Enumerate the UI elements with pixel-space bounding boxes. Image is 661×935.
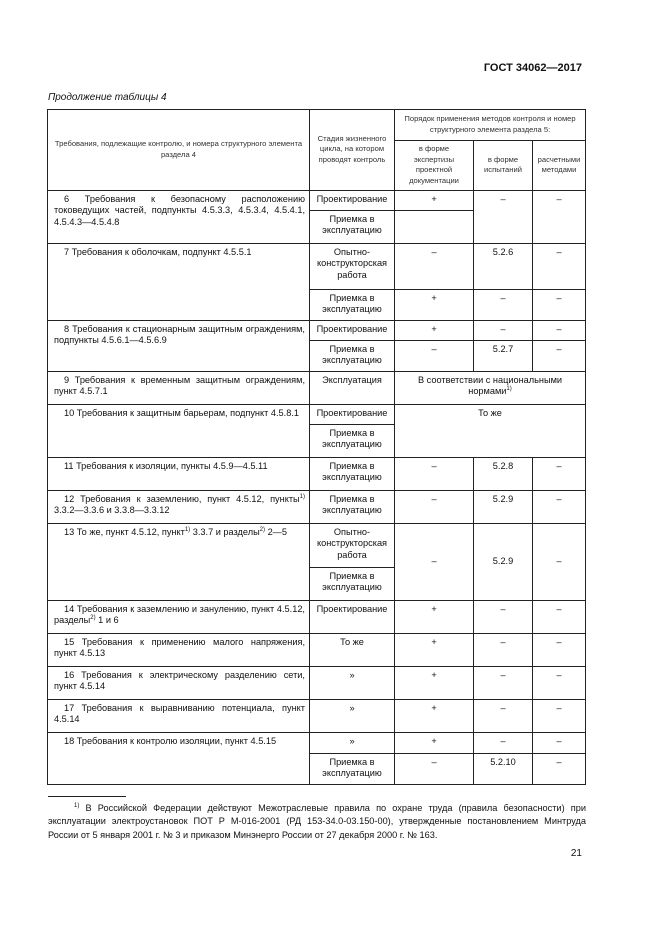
testing-cell: 5.2.8 — [474, 457, 533, 490]
calc-cell: – — [533, 320, 586, 340]
stage-cell: Приемка в эксплуатацию — [310, 457, 395, 490]
table-row — [48, 243, 586, 289]
table-row — [48, 371, 586, 404]
stage-cell: Опытно-конструкторская работа — [310, 243, 395, 289]
header-requirements: Требования, подлежащие контролю, и номера структурного элемента раздела 4 — [48, 110, 310, 191]
calc-cell: – — [533, 732, 586, 753]
requirement-cell: 12 Требования к заземлению, пункт 4.5.12, пункты$^{1)}$ 3.3.2—3.3.6 и 3.3.8—3.3.12 — [48, 490, 310, 523]
expertise-cell: + — [395, 289, 474, 320]
stage-cell: Проектирование — [310, 320, 395, 340]
testing-cell: – — [474, 190, 533, 243]
table-row — [48, 732, 586, 753]
expertise-cell: – — [395, 457, 474, 490]
stage-cell: » — [310, 666, 395, 699]
requirement-cell: 14 Требования к заземлению и занулению, пункт 4.5.12, разделы$^{2)}$ 1 и 6 — [48, 600, 310, 633]
table-row — [48, 666, 586, 699]
expertise-cell: + — [395, 633, 474, 666]
document-id: ГОСТ 34062—2017 — [483, 62, 582, 74]
header-expertise: в форме экспертизы проектной документации — [395, 141, 474, 191]
calc-cell: – — [533, 289, 586, 320]
requirement-cell: 11 Требования к изоляции, пункты 4.5.9—4.5.11 — [48, 457, 310, 490]
footnote-text: В Российской Федерации действуют Межотраслевые правила по охране труда (правила безопасности) при эксплуатации электроустановок ПОТ Р М-016-2001 (РД 153-34.0-03.150-00), утвержденные постановлением Минтруда России от 5 января 2001 г. № 3 и приказом Минэнерго России от 27 декабря 2000 г. № 163. — [48, 803, 586, 840]
calc-cell: – — [533, 243, 586, 289]
footnote — [48, 802, 586, 842]
calc-cell: – — [533, 340, 586, 371]
testing-cell: – — [474, 699, 533, 732]
table-row — [48, 490, 586, 523]
stage-cell: Приемка в эксплуатацию — [310, 753, 395, 784]
requirement-cell: 8 Требования к стационарным защитным ограждениям, подпункты 4.5.6.1—4.5.6.9 — [48, 320, 310, 371]
expertise-cell: + — [395, 666, 474, 699]
calc-cell: – — [533, 523, 586, 600]
expertise-cell: + — [395, 699, 474, 732]
table-row — [48, 190, 586, 210]
requirement-cell: 6 Требования к безопасному расположению токоведущих частей, подпункты 4.5.3.3, 4.5.3.4, 4.5.4.1, 4.5.4.3—4.5.4.8 — [48, 190, 310, 243]
expertise-cell: – — [395, 340, 474, 371]
requirement-cell: 17 Требования к выравниванию потенциала, пункт 4.5.14 — [48, 699, 310, 732]
stage-cell: Приемка в эксплуатацию — [310, 210, 395, 243]
testing-cell: 5.2.9 — [474, 490, 533, 523]
header-methods-group: Порядок применения методов контроля и номер структурного элемента раздела 5: — [395, 110, 586, 141]
stage-cell: Приемка в эксплуатацию — [310, 424, 395, 457]
expertise-cell: + — [395, 732, 474, 753]
testing-cell: – — [474, 320, 533, 340]
merged-methods-cell: В соответствии с национальными нормами$^{1)}$ — [395, 371, 586, 404]
header-calc: расчетными методами — [533, 141, 586, 191]
testing-cell: – — [474, 666, 533, 699]
page-number: 21 — [570, 848, 582, 859]
calc-cell: – — [533, 633, 586, 666]
stage-cell: » — [310, 699, 395, 732]
stage-cell: Проектирование — [310, 600, 395, 633]
expertise-cell: + — [395, 190, 474, 210]
footnote-marker: 1) — [74, 802, 80, 809]
footnote-divider — [48, 796, 126, 797]
stage-cell: Опытно-конструкторская работа — [310, 523, 395, 567]
requirements-table — [47, 109, 586, 785]
testing-cell: – — [474, 633, 533, 666]
merged-methods-cell: То же — [395, 404, 586, 457]
stage-cell: Проектирование — [310, 404, 395, 424]
stage-cell: Проектирование — [310, 190, 395, 210]
testing-cell: – — [474, 732, 533, 753]
stage-cell: То же — [310, 633, 395, 666]
testing-cell: 5.2.6 — [474, 243, 533, 289]
requirement-cell: 18 Требования к контролю изоляции, пункт 4.5.15 — [48, 732, 310, 784]
table-row — [48, 699, 586, 732]
table-row — [48, 320, 586, 340]
calc-cell: – — [533, 699, 586, 732]
table-caption: Продолжение таблицы 4 — [48, 92, 167, 103]
stage-cell: » — [310, 732, 395, 753]
expertise-cell: + — [395, 320, 474, 340]
stage-cell: Приемка в эксплуатацию — [310, 340, 395, 371]
calc-cell: – — [533, 190, 586, 243]
expertise-cell: – — [395, 243, 474, 289]
requirement-cell: 9 Требования к временным защитным ограждениям, пункт 4.5.7.1 — [48, 371, 310, 404]
header-stage: Стадия жизненного цикла, на котором проводят контроль — [310, 110, 395, 191]
table-row — [48, 633, 586, 666]
testing-cell: 5.2.9 — [474, 523, 533, 600]
expertise-cell: – — [395, 523, 474, 600]
requirement-cell: 7 Требования к оболочкам, подпункт 4.5.5.1 — [48, 243, 310, 320]
requirement-cell: 10 Требования к защитным барьерам, подпункт 4.5.8.1 — [48, 404, 310, 457]
calc-cell: – — [533, 600, 586, 633]
requirement-cell: 16 Требования к электрическому разделению сети, пункт 4.5.14 — [48, 666, 310, 699]
requirement-cell: 15 Требования к применению малого напряжения, пункт 4.5.13 — [48, 633, 310, 666]
testing-cell: 5.2.7 — [474, 340, 533, 371]
calc-cell: – — [533, 490, 586, 523]
requirement-cell: 13 То же, пункт 4.5.12, пункт$^{1)}$ 3.3.7 и разделы$^{2)}$ 2—5 — [48, 523, 310, 600]
header-row — [48, 110, 586, 141]
table-row — [48, 404, 586, 424]
testing-cell: – — [474, 289, 533, 320]
testing-cell: – — [474, 600, 533, 633]
expertise-cell: – — [395, 490, 474, 523]
stage-cell: Приемка в эксплуатацию — [310, 490, 395, 523]
stage-cell: Эксплуатация — [310, 371, 395, 404]
stage-cell: Приемка в эксплуатацию — [310, 567, 395, 600]
calc-cell: – — [533, 666, 586, 699]
table-row — [48, 600, 586, 633]
expertise-cell: + — [395, 600, 474, 633]
calc-cell: – — [533, 753, 586, 784]
stage-cell: Приемка в эксплуатацию — [310, 289, 395, 320]
table-row — [48, 523, 586, 567]
calc-cell: – — [533, 457, 586, 490]
expertise-cell: – — [395, 753, 474, 784]
table-row — [48, 457, 586, 490]
expertise-cell — [395, 210, 474, 243]
testing-cell: 5.2.10 — [474, 753, 533, 784]
header-testing: в форме испытаний — [474, 141, 533, 191]
